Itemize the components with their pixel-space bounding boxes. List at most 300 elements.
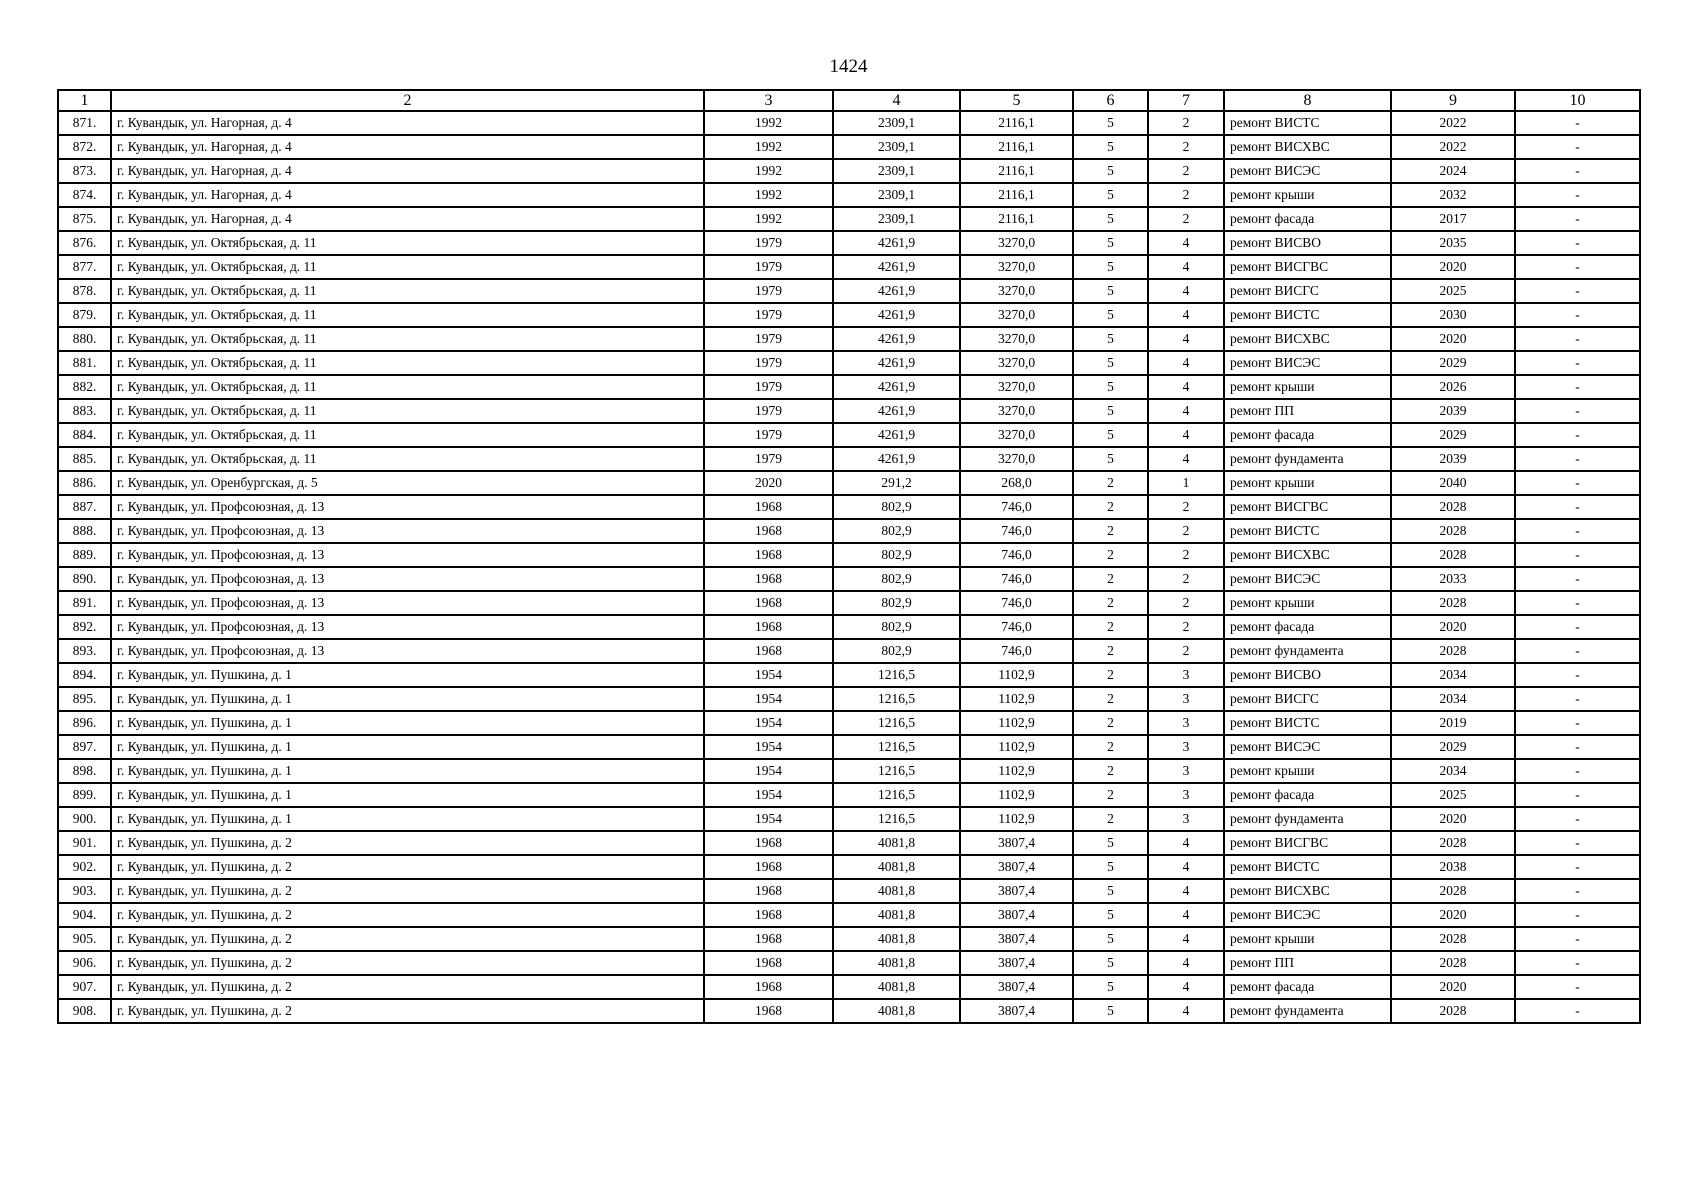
table-row <box>58 303 1640 327</box>
table-row <box>58 975 1640 999</box>
cell-address: г. Кувандык, ул. Пушкина, д. 1 <box>111 687 704 711</box>
cell-living-area: 746,0 <box>960 615 1073 639</box>
column-header-2: 2 <box>111 90 704 111</box>
cell-repair-type: ремонт фундамента <box>1224 999 1391 1023</box>
cell-planned-year: 2038 <box>1391 855 1515 879</box>
cell-address: г. Кувандык, ул. Пушкина, д. 2 <box>111 975 704 999</box>
cell-total-area: 2309,1 <box>833 207 960 231</box>
cell-year-built: 1954 <box>704 711 833 735</box>
cell-repair-type: ремонт ВИСГС <box>1224 279 1391 303</box>
cell-total-area: 291,2 <box>833 471 960 495</box>
cell-row-number: 876. <box>58 231 111 255</box>
cell-year-built: 1979 <box>704 303 833 327</box>
cell-year-built: 1954 <box>704 807 833 831</box>
cell-total-area: 1216,5 <box>833 663 960 687</box>
cell-planned-year: 2028 <box>1391 519 1515 543</box>
cell-note: - <box>1515 471 1640 495</box>
cell-year-built: 1954 <box>704 735 833 759</box>
cell-year-built: 1954 <box>704 663 833 687</box>
cell-floors: 5 <box>1073 951 1148 975</box>
cell-note: - <box>1515 231 1640 255</box>
cell-floors: 5 <box>1073 111 1148 135</box>
cell-living-area: 1102,9 <box>960 687 1073 711</box>
cell-row-number: 872. <box>58 135 111 159</box>
cell-living-area: 746,0 <box>960 495 1073 519</box>
header-row <box>58 90 1640 111</box>
cell-address: г. Кувандык, ул. Октябрьская, д. 11 <box>111 351 704 375</box>
cell-repair-type: ремонт ВИСВО <box>1224 663 1391 687</box>
table-row <box>58 759 1640 783</box>
cell-address: г. Кувандык, ул. Пушкина, д. 2 <box>111 831 704 855</box>
cell-address: г. Кувандык, ул. Октябрьская, д. 11 <box>111 255 704 279</box>
cell-floors: 2 <box>1073 591 1148 615</box>
cell-note: - <box>1515 687 1640 711</box>
cell-year-built: 1968 <box>704 567 833 591</box>
cell-total-area: 4081,8 <box>833 903 960 927</box>
cell-living-area: 3807,4 <box>960 879 1073 903</box>
cell-row-number: 874. <box>58 183 111 207</box>
cell-entrances: 4 <box>1148 303 1224 327</box>
cell-note: - <box>1515 279 1640 303</box>
cell-row-number: 902. <box>58 855 111 879</box>
cell-repair-type: ремонт крыши <box>1224 927 1391 951</box>
cell-row-number: 884. <box>58 423 111 447</box>
cell-entrances: 2 <box>1148 639 1224 663</box>
cell-planned-year: 2029 <box>1391 351 1515 375</box>
cell-planned-year: 2020 <box>1391 807 1515 831</box>
cell-floors: 5 <box>1073 375 1148 399</box>
cell-row-number: 895. <box>58 687 111 711</box>
cell-address: г. Кувандык, ул. Пушкина, д. 1 <box>111 759 704 783</box>
cell-floors: 2 <box>1073 543 1148 567</box>
cell-note: - <box>1515 255 1640 279</box>
cell-year-built: 1992 <box>704 207 833 231</box>
cell-year-built: 1968 <box>704 951 833 975</box>
cell-total-area: 4261,9 <box>833 375 960 399</box>
cell-total-area: 802,9 <box>833 567 960 591</box>
cell-row-number: 903. <box>58 879 111 903</box>
cell-repair-type: ремонт фасада <box>1224 975 1391 999</box>
cell-row-number: 901. <box>58 831 111 855</box>
column-header-4: 4 <box>833 90 960 111</box>
cell-year-built: 1979 <box>704 447 833 471</box>
cell-address: г. Кувандык, ул. Нагорная, д. 4 <box>111 111 704 135</box>
cell-planned-year: 2028 <box>1391 543 1515 567</box>
cell-address: г. Кувандык, ул. Профсоюзная, д. 13 <box>111 639 704 663</box>
column-header-8: 8 <box>1224 90 1391 111</box>
cell-repair-type: ремонт ПП <box>1224 399 1391 423</box>
cell-planned-year: 2028 <box>1391 951 1515 975</box>
cell-floors: 2 <box>1073 711 1148 735</box>
cell-living-area: 2116,1 <box>960 111 1073 135</box>
cell-address: г. Кувандык, ул. Профсоюзная, д. 13 <box>111 615 704 639</box>
cell-total-area: 1216,5 <box>833 807 960 831</box>
cell-entrances: 4 <box>1148 951 1224 975</box>
cell-row-number: 875. <box>58 207 111 231</box>
cell-total-area: 802,9 <box>833 591 960 615</box>
cell-planned-year: 2022 <box>1391 135 1515 159</box>
cell-year-built: 1992 <box>704 135 833 159</box>
table-row <box>58 735 1640 759</box>
cell-repair-type: ремонт фундамента <box>1224 639 1391 663</box>
cell-total-area: 4261,9 <box>833 351 960 375</box>
cell-note: - <box>1515 207 1640 231</box>
cell-year-built: 1968 <box>704 975 833 999</box>
cell-floors: 2 <box>1073 687 1148 711</box>
cell-note: - <box>1515 183 1640 207</box>
cell-row-number: 888. <box>58 519 111 543</box>
cell-row-number: 906. <box>58 951 111 975</box>
cell-total-area: 4081,8 <box>833 927 960 951</box>
cell-floors: 5 <box>1073 999 1148 1023</box>
cell-address: г. Кувандык, ул. Нагорная, д. 4 <box>111 207 704 231</box>
cell-entrances: 2 <box>1148 135 1224 159</box>
cell-floors: 5 <box>1073 183 1148 207</box>
cell-entrances: 4 <box>1148 423 1224 447</box>
cell-address: г. Кувандык, ул. Пушкина, д. 2 <box>111 903 704 927</box>
cell-row-number: 883. <box>58 399 111 423</box>
cell-note: - <box>1515 303 1640 327</box>
cell-entrances: 4 <box>1148 855 1224 879</box>
cell-year-built: 1992 <box>704 111 833 135</box>
cell-row-number: 881. <box>58 351 111 375</box>
cell-repair-type: ремонт ВИСХВС <box>1224 135 1391 159</box>
cell-total-area: 4081,8 <box>833 855 960 879</box>
cell-address: г. Кувандык, ул. Пушкина, д. 1 <box>111 807 704 831</box>
repair-schedule-table <box>57 89 1641 1024</box>
cell-floors: 2 <box>1073 759 1148 783</box>
cell-address: г. Кувандык, ул. Профсоюзная, д. 13 <box>111 567 704 591</box>
cell-entrances: 4 <box>1148 999 1224 1023</box>
cell-address: г. Кувандык, ул. Профсоюзная, д. 13 <box>111 519 704 543</box>
cell-planned-year: 2029 <box>1391 423 1515 447</box>
cell-note: - <box>1515 567 1640 591</box>
cell-repair-type: ремонт ВИСГВС <box>1224 495 1391 519</box>
cell-year-built: 1979 <box>704 351 833 375</box>
cell-row-number: 890. <box>58 567 111 591</box>
cell-planned-year: 2033 <box>1391 567 1515 591</box>
cell-address: г. Кувандык, ул. Нагорная, д. 4 <box>111 159 704 183</box>
cell-repair-type: ремонт ВИСТС <box>1224 711 1391 735</box>
cell-address: г. Кувандык, ул. Октябрьская, д. 11 <box>111 423 704 447</box>
cell-note: - <box>1515 879 1640 903</box>
cell-year-built: 1968 <box>704 591 833 615</box>
cell-entrances: 3 <box>1148 807 1224 831</box>
cell-floors: 5 <box>1073 279 1148 303</box>
cell-living-area: 3807,4 <box>960 903 1073 927</box>
cell-row-number: 886. <box>58 471 111 495</box>
cell-total-area: 1216,5 <box>833 759 960 783</box>
cell-total-area: 4081,8 <box>833 999 960 1023</box>
cell-living-area: 3270,0 <box>960 375 1073 399</box>
cell-planned-year: 2034 <box>1391 759 1515 783</box>
cell-living-area: 3807,4 <box>960 975 1073 999</box>
cell-repair-type: ремонт фундамента <box>1224 447 1391 471</box>
cell-planned-year: 2028 <box>1391 999 1515 1023</box>
cell-living-area: 3270,0 <box>960 399 1073 423</box>
column-header-3: 3 <box>704 90 833 111</box>
cell-entrances: 4 <box>1148 903 1224 927</box>
cell-row-number: 873. <box>58 159 111 183</box>
cell-total-area: 4261,9 <box>833 303 960 327</box>
cell-total-area: 1216,5 <box>833 783 960 807</box>
cell-repair-type: ремонт ВИСГВС <box>1224 255 1391 279</box>
cell-entrances: 4 <box>1148 831 1224 855</box>
cell-floors: 5 <box>1073 255 1148 279</box>
cell-repair-type: ремонт ВИСХВС <box>1224 543 1391 567</box>
cell-planned-year: 2040 <box>1391 471 1515 495</box>
cell-row-number: 871. <box>58 111 111 135</box>
cell-total-area: 4261,9 <box>833 279 960 303</box>
cell-entrances: 3 <box>1148 735 1224 759</box>
cell-planned-year: 2025 <box>1391 783 1515 807</box>
cell-living-area: 3807,4 <box>960 999 1073 1023</box>
cell-address: г. Кувандык, ул. Пушкина, д. 1 <box>111 735 704 759</box>
cell-entrances: 3 <box>1148 687 1224 711</box>
cell-entrances: 2 <box>1148 615 1224 639</box>
cell-floors: 2 <box>1073 567 1148 591</box>
cell-entrances: 2 <box>1148 495 1224 519</box>
cell-planned-year: 2028 <box>1391 831 1515 855</box>
table-row <box>58 879 1640 903</box>
cell-planned-year: 2019 <box>1391 711 1515 735</box>
cell-planned-year: 2020 <box>1391 255 1515 279</box>
cell-repair-type: ремонт крыши <box>1224 375 1391 399</box>
cell-repair-type: ремонт крыши <box>1224 183 1391 207</box>
cell-note: - <box>1515 951 1640 975</box>
cell-row-number: 878. <box>58 279 111 303</box>
table-row <box>58 447 1640 471</box>
cell-address: г. Кувандык, ул. Пушкина, д. 1 <box>111 711 704 735</box>
cell-floors: 5 <box>1073 831 1148 855</box>
cell-address: г. Кувандык, ул. Октябрьская, д. 11 <box>111 231 704 255</box>
cell-planned-year: 2028 <box>1391 639 1515 663</box>
cell-planned-year: 2035 <box>1391 231 1515 255</box>
table-row <box>58 639 1640 663</box>
cell-note: - <box>1515 639 1640 663</box>
cell-repair-type: ремонт ВИСЭС <box>1224 351 1391 375</box>
cell-row-number: 900. <box>58 807 111 831</box>
cell-note: - <box>1515 831 1640 855</box>
cell-entrances: 3 <box>1148 783 1224 807</box>
cell-row-number: 908. <box>58 999 111 1023</box>
cell-year-built: 1954 <box>704 759 833 783</box>
cell-total-area: 1216,5 <box>833 735 960 759</box>
cell-repair-type: ремонт фасада <box>1224 207 1391 231</box>
cell-address: г. Кувандык, ул. Профсоюзная, д. 13 <box>111 591 704 615</box>
cell-planned-year: 2028 <box>1391 927 1515 951</box>
cell-note: - <box>1515 927 1640 951</box>
cell-living-area: 3270,0 <box>960 351 1073 375</box>
table-row <box>58 927 1640 951</box>
cell-living-area: 3270,0 <box>960 231 1073 255</box>
cell-note: - <box>1515 759 1640 783</box>
cell-note: - <box>1515 375 1640 399</box>
cell-repair-type: ремонт ВИСЭС <box>1224 903 1391 927</box>
table-row <box>58 159 1640 183</box>
cell-entrances: 3 <box>1148 711 1224 735</box>
cell-living-area: 2116,1 <box>960 135 1073 159</box>
cell-entrances: 4 <box>1148 279 1224 303</box>
table-row <box>58 255 1640 279</box>
table-row <box>58 999 1640 1023</box>
cell-year-built: 1968 <box>704 879 833 903</box>
table-row <box>58 687 1640 711</box>
cell-entrances: 2 <box>1148 567 1224 591</box>
cell-living-area: 3270,0 <box>960 255 1073 279</box>
cell-row-number: 880. <box>58 327 111 351</box>
cell-year-built: 1979 <box>704 327 833 351</box>
cell-note: - <box>1515 975 1640 999</box>
cell-repair-type: ремонт крыши <box>1224 471 1391 495</box>
cell-address: г. Кувандык, ул. Профсоюзная, д. 13 <box>111 495 704 519</box>
table-row <box>58 783 1640 807</box>
table-row <box>58 591 1640 615</box>
cell-floors: 5 <box>1073 135 1148 159</box>
cell-year-built: 1979 <box>704 231 833 255</box>
cell-total-area: 2309,1 <box>833 135 960 159</box>
cell-repair-type: ремонт крыши <box>1224 591 1391 615</box>
column-header-7: 7 <box>1148 90 1224 111</box>
cell-entrances: 4 <box>1148 927 1224 951</box>
cell-repair-type: ремонт фундамента <box>1224 807 1391 831</box>
cell-row-number: 885. <box>58 447 111 471</box>
cell-floors: 2 <box>1073 615 1148 639</box>
table-row <box>58 375 1640 399</box>
cell-living-area: 2116,1 <box>960 207 1073 231</box>
cell-total-area: 802,9 <box>833 543 960 567</box>
cell-address: г. Кувандык, ул. Оренбургская, д. 5 <box>111 471 704 495</box>
column-header-9: 9 <box>1391 90 1515 111</box>
table-row <box>58 951 1640 975</box>
cell-year-built: 1968 <box>704 519 833 543</box>
table-row <box>58 423 1640 447</box>
cell-entrances: 3 <box>1148 759 1224 783</box>
cell-note: - <box>1515 903 1640 927</box>
cell-row-number: 889. <box>58 543 111 567</box>
cell-planned-year: 2020 <box>1391 615 1515 639</box>
cell-repair-type: ремонт ВИСЭС <box>1224 567 1391 591</box>
cell-row-number: 882. <box>58 375 111 399</box>
cell-planned-year: 2020 <box>1391 975 1515 999</box>
cell-row-number: 896. <box>58 711 111 735</box>
cell-floors: 5 <box>1073 303 1148 327</box>
cell-address: г. Кувандык, ул. Пушкина, д. 2 <box>111 855 704 879</box>
cell-total-area: 4081,8 <box>833 951 960 975</box>
cell-floors: 5 <box>1073 855 1148 879</box>
cell-entrances: 2 <box>1148 111 1224 135</box>
cell-planned-year: 2039 <box>1391 447 1515 471</box>
cell-row-number: 904. <box>58 903 111 927</box>
cell-floors: 5 <box>1073 903 1148 927</box>
cell-planned-year: 2028 <box>1391 495 1515 519</box>
cell-living-area: 1102,9 <box>960 759 1073 783</box>
cell-entrances: 2 <box>1148 159 1224 183</box>
table-row <box>58 615 1640 639</box>
cell-living-area: 1102,9 <box>960 807 1073 831</box>
cell-repair-type: ремонт ВИСХВС <box>1224 879 1391 903</box>
cell-floors: 5 <box>1073 423 1148 447</box>
cell-total-area: 2309,1 <box>833 183 960 207</box>
cell-year-built: 1992 <box>704 159 833 183</box>
cell-total-area: 802,9 <box>833 615 960 639</box>
cell-note: - <box>1515 327 1640 351</box>
cell-total-area: 2309,1 <box>833 111 960 135</box>
cell-repair-type: ремонт ВИСТС <box>1224 855 1391 879</box>
cell-year-built: 1968 <box>704 831 833 855</box>
cell-row-number: 893. <box>58 639 111 663</box>
cell-address: г. Кувандык, ул. Октябрьская, д. 11 <box>111 303 704 327</box>
cell-planned-year: 2020 <box>1391 327 1515 351</box>
cell-entrances: 3 <box>1148 663 1224 687</box>
cell-row-number: 905. <box>58 927 111 951</box>
cell-living-area: 1102,9 <box>960 735 1073 759</box>
table-row <box>58 711 1640 735</box>
table-row <box>58 519 1640 543</box>
cell-note: - <box>1515 783 1640 807</box>
cell-repair-type: ремонт ВИСТС <box>1224 303 1391 327</box>
cell-year-built: 1992 <box>704 183 833 207</box>
cell-repair-type: ремонт ВИСТС <box>1224 519 1391 543</box>
cell-entrances: 1 <box>1148 471 1224 495</box>
cell-repair-type: ремонт ВИСТС <box>1224 111 1391 135</box>
cell-total-area: 4261,9 <box>833 423 960 447</box>
cell-floors: 5 <box>1073 159 1148 183</box>
table-header <box>58 90 1640 111</box>
cell-address: г. Кувандык, ул. Пушкина, д. 1 <box>111 663 704 687</box>
table-row <box>58 903 1640 927</box>
cell-address: г. Кувандык, ул. Октябрьская, д. 11 <box>111 375 704 399</box>
cell-note: - <box>1515 135 1640 159</box>
cell-total-area: 1216,5 <box>833 687 960 711</box>
cell-planned-year: 2024 <box>1391 159 1515 183</box>
cell-note: - <box>1515 543 1640 567</box>
table-row <box>58 327 1640 351</box>
cell-living-area: 3270,0 <box>960 423 1073 447</box>
cell-year-built: 1979 <box>704 375 833 399</box>
cell-living-area: 3807,4 <box>960 951 1073 975</box>
cell-planned-year: 2025 <box>1391 279 1515 303</box>
column-header-10: 10 <box>1515 90 1640 111</box>
cell-living-area: 746,0 <box>960 543 1073 567</box>
cell-entrances: 4 <box>1148 879 1224 903</box>
cell-repair-type: ремонт фасада <box>1224 423 1391 447</box>
cell-planned-year: 2020 <box>1391 903 1515 927</box>
column-header-5: 5 <box>960 90 1073 111</box>
page-number: 1424 <box>829 56 868 77</box>
cell-note: - <box>1515 663 1640 687</box>
cell-repair-type: ремонт ВИСВО <box>1224 231 1391 255</box>
cell-row-number: 898. <box>58 759 111 783</box>
cell-living-area: 3270,0 <box>960 279 1073 303</box>
table-row <box>58 543 1640 567</box>
cell-address: г. Кувандык, ул. Пушкина, д. 2 <box>111 999 704 1023</box>
cell-year-built: 2020 <box>704 471 833 495</box>
cell-address: г. Кувандык, ул. Октябрьская, д. 11 <box>111 447 704 471</box>
cell-year-built: 1968 <box>704 903 833 927</box>
cell-note: - <box>1515 447 1640 471</box>
cell-living-area: 268,0 <box>960 471 1073 495</box>
cell-living-area: 746,0 <box>960 567 1073 591</box>
cell-repair-type: ремонт крыши <box>1224 759 1391 783</box>
cell-total-area: 802,9 <box>833 519 960 543</box>
cell-address: г. Кувандык, ул. Октябрьская, д. 11 <box>111 399 704 423</box>
cell-address: г. Кувандык, ул. Нагорная, д. 4 <box>111 183 704 207</box>
cell-total-area: 4261,9 <box>833 447 960 471</box>
cell-note: - <box>1515 159 1640 183</box>
cell-note: - <box>1515 399 1640 423</box>
cell-living-area: 1102,9 <box>960 783 1073 807</box>
